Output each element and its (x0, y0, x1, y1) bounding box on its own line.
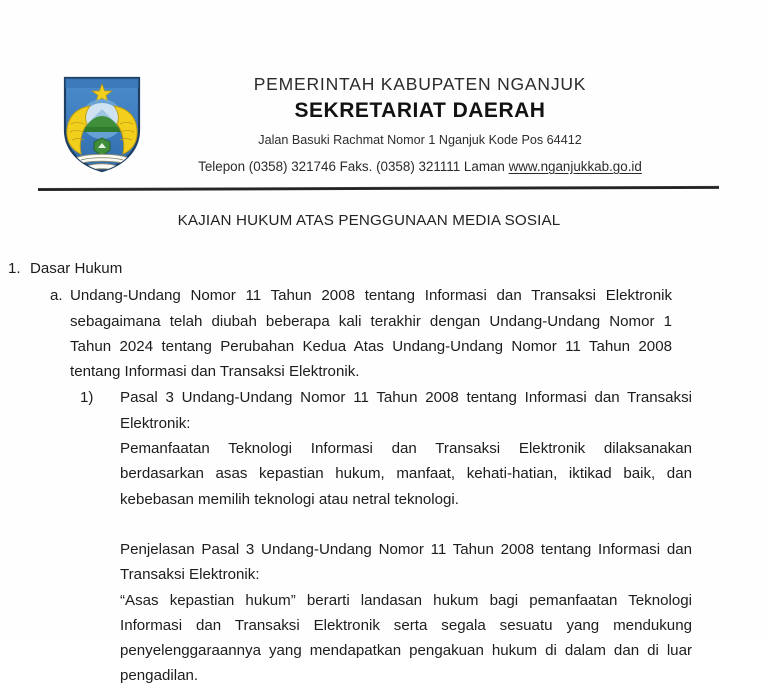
pasal-3-body: Pemanfaatan Teknologi Informasi dan Transaksi Elektronik dilaksanakan berdasarkan asas kepastian hukum, manfaat, kehati-hatian, iktikad baik, dan kebebasan memilih teknologi atau netral teknologi. (120, 440, 692, 508)
section-heading-dasar-hukum (0, 256, 768, 281)
office-contact (155, 159, 685, 176)
section-heading-label: Dasar Hukum (30, 260, 123, 277)
office-contact-prefix: Telepon (0358) 321746 Faks. (0358) 321111 Laman (198, 158, 509, 174)
document-body (0, 256, 768, 689)
section-marker: 1. (8, 260, 21, 277)
list-item-a-marker: a. (50, 287, 63, 305)
letterhead (0, 60, 768, 188)
organization-unit: SEKRETARIAT DAERAH (294, 98, 546, 122)
list-item-1-marker: 1) (80, 389, 94, 407)
office-address: Jalan Basuki Rachmat Nomor 1 Nganjuk Kode Pos 64412 (258, 133, 582, 148)
nganjuk-regency-coat-of-arms-icon (57, 72, 147, 175)
organization-name: PEMERINTAH KABUPATEN NGANJUK (253, 74, 587, 94)
list-item-a-text: Undang-Undang Nomor 11 Tahun 2008 tentang Informasi dan Transaksi Elektronik sebagaimana telah diubah beberapa kali terakhir dengan Undang-Undang Nomor 1 Tahun 2024 tentang Perubahan Kedua Atas Undang-Undang Nomor 11 Tahun 2008 tentang Informasi dan Transaksi Elektronik. (70, 287, 672, 381)
page-title: KAJIAN HUKUM ATAS PENGGUNAAN MEDIA SOSIAL (177, 212, 561, 229)
website-link[interactable]: www.nganjukkab.go.id (508, 158, 642, 174)
penjelasan-pasal-3-heading: Penjelasan Pasal 3 Undang-Undang Nomor 11 Tahun 2008 tentang Informasi dan Transaksi Elektronik: (120, 540, 692, 584)
penjelasan-pasal-3-body: “Asas kepastian hukum” berarti landasan hukum bagi pemanfaatan Teknologi Informasi dan Transaksi Elektronik serta segala sesuatu yang mendukung penyelenggaraannya yang mendapatkan pengakuan hukum di dalam dan di luar pengadilan. (120, 591, 692, 685)
letterhead-text (155, 74, 685, 176)
list-item-1-heading: Pasal 3 Undang-Undang Nomor 11 Tahun 2008 tentang Informasi dan Transaksi Elektronik: (120, 389, 692, 432)
list-item-a (50, 283, 768, 384)
list-item-1 (80, 385, 768, 688)
